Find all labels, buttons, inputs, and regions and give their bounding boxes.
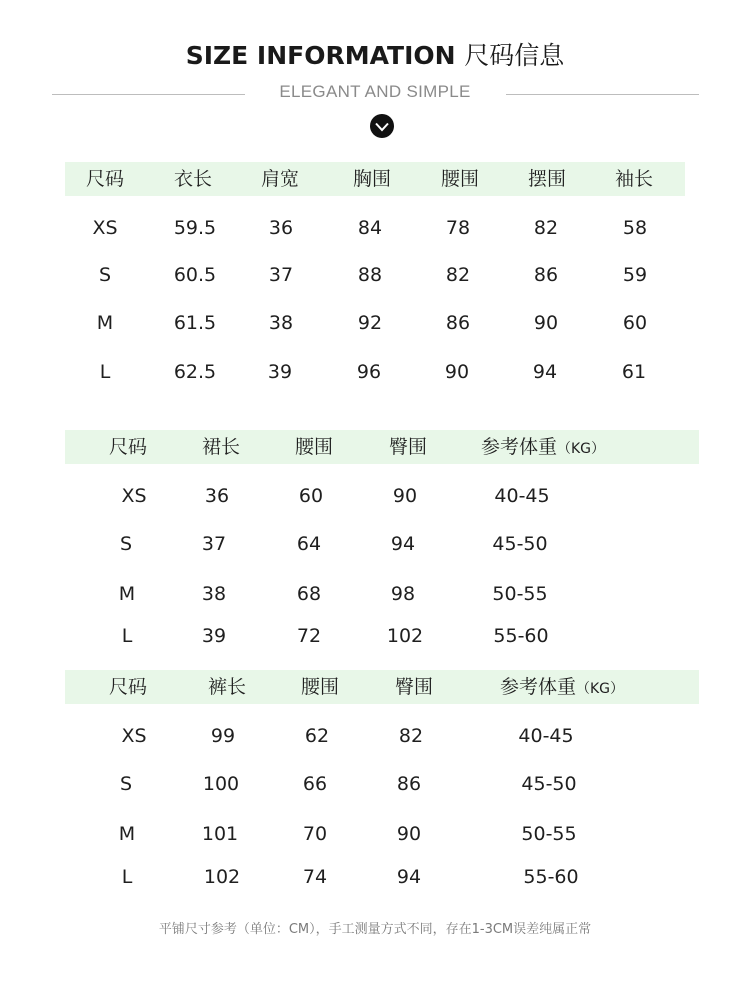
size-cell: S bbox=[119, 533, 133, 555]
value-cell: 61.5 bbox=[173, 312, 217, 334]
header-cell: 腰围 bbox=[440, 168, 480, 190]
value-cell: 82 bbox=[445, 264, 471, 286]
size-cell: L bbox=[99, 361, 111, 383]
value-cell: 101 bbox=[201, 823, 239, 845]
header-cell: 裙长 bbox=[201, 436, 241, 458]
value-cell: 96 bbox=[356, 361, 382, 383]
value-cell: 45-50 bbox=[521, 773, 577, 795]
value-cell: 40-45 bbox=[518, 725, 574, 747]
value-cell: 40-45 bbox=[494, 485, 550, 507]
size-cell: M bbox=[118, 583, 136, 605]
size-cell: XS bbox=[121, 485, 147, 507]
value-cell: 64 bbox=[296, 533, 322, 555]
weight-unit-label: （KG） bbox=[556, 441, 606, 457]
page-title bbox=[0, 36, 750, 72]
table-header-row bbox=[65, 670, 699, 704]
size-table-top bbox=[65, 162, 685, 392]
size-cell: L bbox=[121, 866, 133, 888]
right-divider bbox=[506, 94, 699, 95]
value-cell: 100 bbox=[202, 773, 240, 795]
value-cell: 55-60 bbox=[523, 866, 579, 888]
size-cell: XS bbox=[92, 217, 118, 239]
subtitle-row bbox=[0, 82, 750, 106]
value-cell: 86 bbox=[396, 773, 422, 795]
size-cell: XS bbox=[121, 725, 147, 747]
value-cell: 36 bbox=[268, 217, 294, 239]
value-cell: 50-55 bbox=[492, 583, 548, 605]
value-cell: 66 bbox=[302, 773, 328, 795]
value-cell: 90 bbox=[533, 312, 559, 334]
value-cell: 60.5 bbox=[173, 264, 217, 286]
value-cell: 37 bbox=[201, 533, 227, 555]
title-chinese: 尺码信息 bbox=[464, 41, 565, 70]
header-cell: 臀围 bbox=[388, 436, 428, 458]
table-header-row bbox=[65, 430, 699, 464]
value-cell: 36 bbox=[204, 485, 230, 507]
header-cell: 尺码 bbox=[85, 168, 125, 190]
value-cell: 90 bbox=[396, 823, 422, 845]
header-cell: 摆围 bbox=[527, 168, 567, 190]
header-cell: 臀围 bbox=[394, 676, 434, 698]
value-cell: 98 bbox=[390, 583, 416, 605]
header-cell bbox=[481, 438, 605, 457]
header-cell: 衣长 bbox=[173, 168, 213, 190]
value-cell: 62 bbox=[304, 725, 330, 747]
header-cell: 尺码 bbox=[108, 676, 148, 698]
header-cell: 肩宽 bbox=[260, 168, 300, 190]
value-cell: 74 bbox=[302, 866, 328, 888]
header-cell: 腰围 bbox=[300, 676, 340, 698]
value-cell: 86 bbox=[533, 264, 559, 286]
size-cell: L bbox=[121, 625, 133, 647]
header-cell: 裤长 bbox=[207, 676, 247, 698]
value-cell: 72 bbox=[296, 625, 322, 647]
header-cell bbox=[500, 678, 624, 697]
value-cell: 88 bbox=[357, 264, 383, 286]
chevron-down-icon bbox=[370, 114, 394, 138]
value-cell: 102 bbox=[203, 866, 241, 888]
value-cell: 58 bbox=[622, 217, 648, 239]
table-header-row bbox=[65, 162, 685, 196]
size-table-skirt bbox=[65, 430, 699, 660]
size-cell: S bbox=[119, 773, 133, 795]
header-cell: 腰围 bbox=[294, 436, 334, 458]
value-cell: 59 bbox=[622, 264, 648, 286]
header-cell: 胸围 bbox=[352, 168, 392, 190]
value-cell: 62.5 bbox=[173, 361, 217, 383]
size-cell: M bbox=[96, 312, 114, 334]
value-cell: 55-60 bbox=[493, 625, 549, 647]
value-cell: 94 bbox=[390, 533, 416, 555]
value-cell: 82 bbox=[533, 217, 559, 239]
footer-note: 平铺尺寸参考（单位：CM），手工测量方式不同，存在1-3CM误差纯属正常 bbox=[158, 922, 592, 937]
value-cell: 38 bbox=[201, 583, 227, 605]
header-cell: 尺码 bbox=[108, 436, 148, 458]
value-cell: 90 bbox=[444, 361, 470, 383]
value-cell: 78 bbox=[445, 217, 471, 239]
value-cell: 61 bbox=[621, 361, 647, 383]
value-cell: 50-55 bbox=[521, 823, 577, 845]
value-cell: 99 bbox=[210, 725, 236, 747]
value-cell: 39 bbox=[201, 625, 227, 647]
value-cell: 45-50 bbox=[492, 533, 548, 555]
weight-unit-label: （KG） bbox=[575, 681, 625, 697]
value-cell: 92 bbox=[357, 312, 383, 334]
value-cell: 94 bbox=[532, 361, 558, 383]
header-cell: 袖长 bbox=[614, 168, 654, 190]
size-cell: S bbox=[98, 264, 112, 286]
size-cell: M bbox=[118, 823, 136, 845]
value-cell: 90 bbox=[392, 485, 418, 507]
weight-header-label: 参考体重 bbox=[480, 436, 557, 458]
value-cell: 84 bbox=[357, 217, 383, 239]
value-cell: 60 bbox=[298, 485, 324, 507]
value-cell: 70 bbox=[302, 823, 328, 845]
weight-header-label: 参考体重 bbox=[499, 676, 576, 698]
title-english: SIZE INFORMATION bbox=[185, 41, 456, 70]
value-cell: 37 bbox=[268, 264, 294, 286]
value-cell: 39 bbox=[267, 361, 293, 383]
size-table-pants bbox=[65, 670, 699, 900]
value-cell: 102 bbox=[386, 625, 424, 647]
subtitle: ELEGANT AND SIMPLE bbox=[279, 82, 471, 101]
value-cell: 68 bbox=[296, 583, 322, 605]
value-cell: 86 bbox=[445, 312, 471, 334]
value-cell: 94 bbox=[396, 866, 422, 888]
value-cell: 60 bbox=[622, 312, 648, 334]
value-cell: 38 bbox=[268, 312, 294, 334]
value-cell: 59.5 bbox=[173, 217, 217, 239]
value-cell: 82 bbox=[398, 725, 424, 747]
